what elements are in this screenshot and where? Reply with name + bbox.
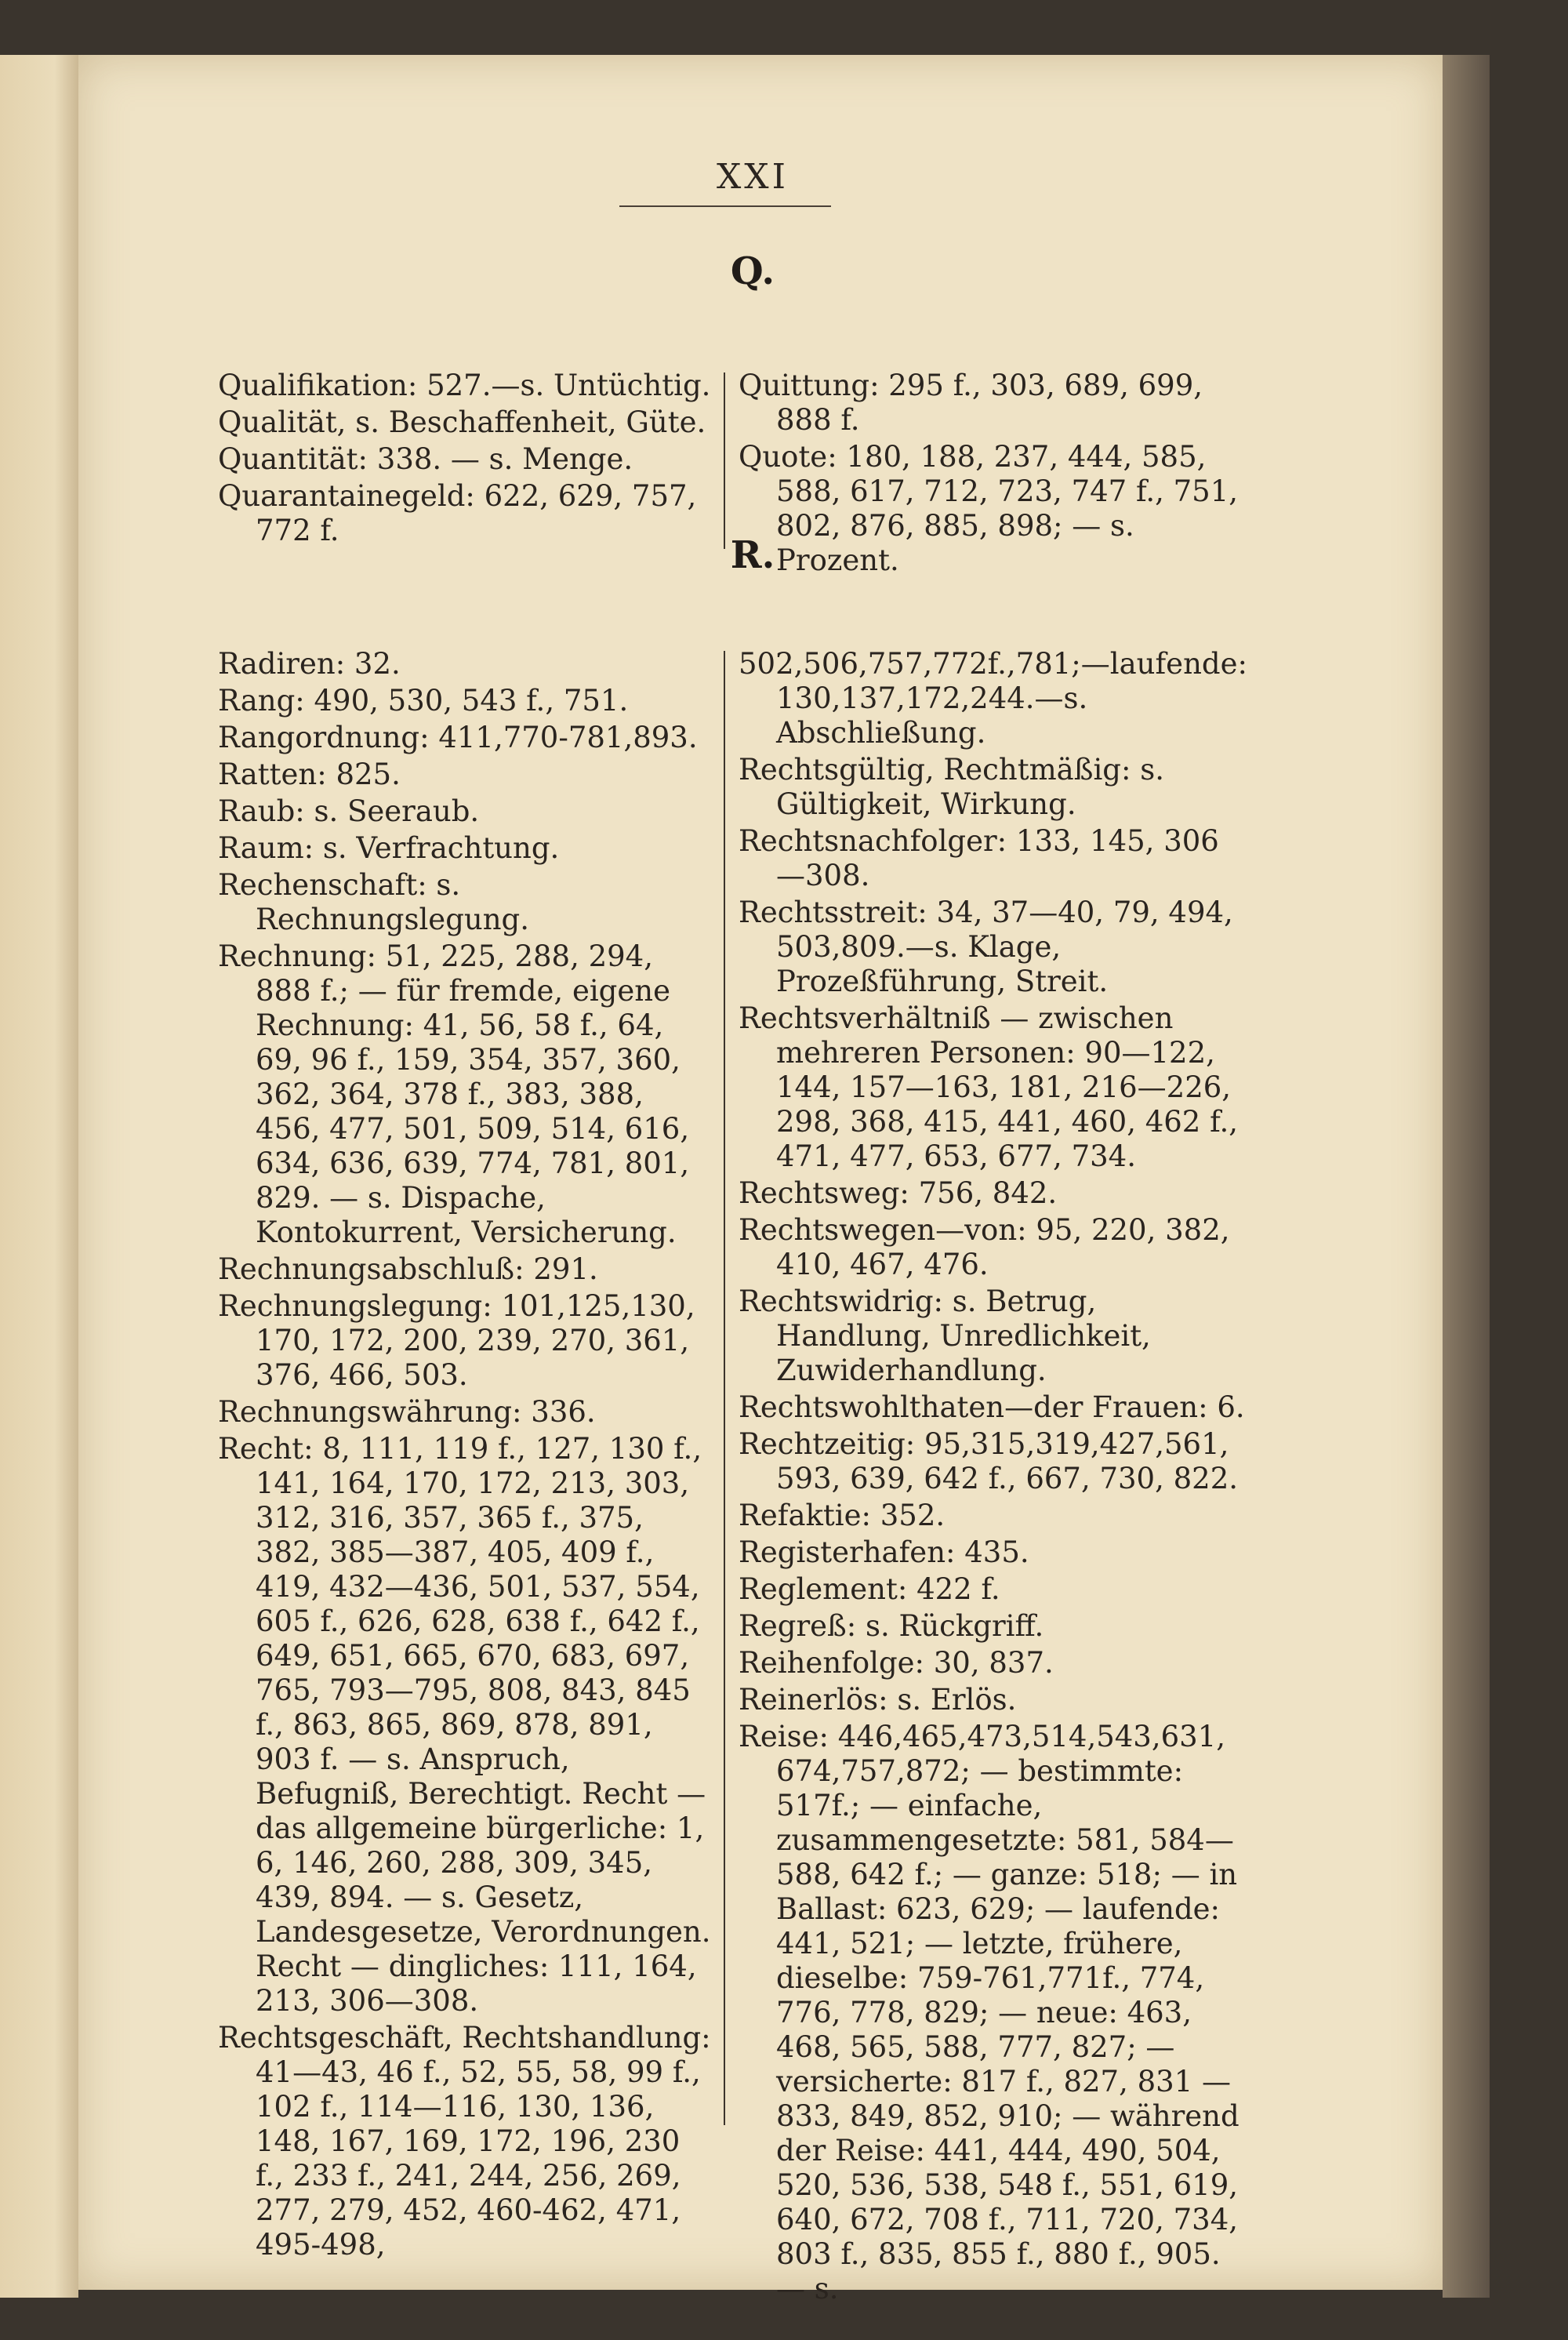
section-r-right-column [739, 647, 1248, 2309]
index-entry: Qualifikation: 527.—s. Untüchtig. [218, 369, 711, 402]
column-divider [724, 651, 725, 2125]
page-number: XXI [716, 157, 789, 197]
index-entry: Quarantainegeld: 622, 629, 757, 772 f. [218, 479, 697, 547]
index-entry: Radiren: 32. [218, 647, 401, 681]
index-entry: Rechtswidrig: s. Betrug, Handlung, Unredlichkeit, Zuwiderhandlung. [739, 1284, 1151, 1387]
header-rule [619, 205, 831, 207]
index-entry: Rechtsgeschäft, Rechtshandlung: 41—43, 46 f., 52, 55, 58, 99 f., 102 f., 114—116, 130, 136, 148, 167, 169, 172, 196, 230 f., 233 f., 241, 244, 256, 269, 277, 279, 452, 460-462, 471, 495-498, [218, 2021, 711, 2262]
index-entry: Refaktie: 352. [739, 1499, 946, 1532]
index-entry: Rechtswegen—von: 95, 220, 382, 410, 467, 476. [739, 1213, 1230, 1281]
index-entry: Regreß: s. Rückgriff. [739, 1609, 1044, 1643]
index-entry: Reglement: 422 f. [739, 1572, 1000, 1606]
index-entry: Rechtsstreit: 34, 37—40, 79, 494, 503,809.—s. Klage, Prozeßführung, Streit. [739, 896, 1233, 998]
index-entry: Raum: s. Verfrachtung. [218, 831, 560, 865]
section-letter-q: Q. [730, 249, 775, 293]
index-entry: Rechnung: 51, 225, 288, 294, 888 f.; — für fremde, eigene Rechnung: 41, 56, 58 f., 64, 69, 96 f., 159, 354, 357, 360, 362, 364, 378 f., 383, 388, 456, 477, 501, 509, 514, 616, 634, 636, 639, 774, 781, 801, 829. — s. Dispache, Kontokurrent, Versicherung. [218, 939, 690, 1249]
facing-page-edge [0, 55, 78, 2298]
index-entry: Rechtsweg: 756, 842. [739, 1176, 1058, 1210]
index-entry: Rangordnung: 411,770-781,893. [218, 721, 698, 754]
index-entry: Registerhafen: 435. [739, 1535, 1029, 1569]
index-entry: Quote: 180, 188, 237, 444, 585, 588, 617, 712, 723, 747 f., 751, 802, 876, 885, 898; — s. Prozent. [739, 440, 1239, 577]
index-entry: Reinerlös: s. Erlös. [739, 1683, 1017, 1717]
index-entry: Qualität, s. Beschaffenheit, Güte. [218, 405, 706, 439]
index-entry: Rechtswohlthaten—der Frauen: 6. [739, 1390, 1245, 1424]
index-page [78, 55, 1443, 2305]
column-divider [724, 372, 725, 549]
index-entry: 502,506,757,772f.,781;—laufende: 130,137,172,244.—s. Abschließung. [739, 647, 1247, 750]
index-entry: Rechnungswährung: 336. [218, 1395, 596, 1429]
book-cover-edge [1443, 55, 1490, 2298]
index-entry: Quantität: 338. — s. Menge. [218, 442, 633, 476]
index-entry: Rechtzeitig: 95,315,319,427,561, 593, 639, 642 f., 667, 730, 822. [739, 1427, 1239, 1495]
index-entry: Rang: 490, 530, 543 f., 751. [218, 684, 629, 718]
index-entry: Reihenfolge: 30, 837. [739, 1646, 1054, 1680]
index-entry: Rechnungsabschluß: 291. [218, 1252, 598, 1286]
section-r-left-column [218, 647, 712, 2265]
section-q-left-column [218, 369, 712, 550]
index-entry: Reise: 446,465,473,514,543,631, 674,757,872; — bestimmte: 517f.; — einfache, zusammengesetzte: 581, 584—588, 642 f.; — ganze: 518; — in Ballast: 623, 629; — laufende: 441, 521; — letzte, frühere, dieselbe: 759-761,771f., 774, 776, 778, 829; — neue: 463, 468, 565, 588, 777, 827; — versicherte: 817 f., 827, 831 —833, 849, 852, 910; — während der Reise: 441, 444, 490, 504, 520, 536, 538, 548 f., 551, 619, 640, 672, 708 f., 711, 720, 734, 803 f., 835, 855 f., 880 f., 905. — s. [739, 1720, 1240, 2305]
index-entry: Quittung: 295 f., 303, 689, 699, 888 f. [739, 369, 1203, 437]
section-letter-r: R. [730, 533, 775, 577]
index-entry: Rechenschaft: s. Rechnungslegung. [218, 868, 529, 936]
index-entry: Rechtsverhältniß — zwischen mehreren Personen: 90—122, 144, 157—163, 181, 216—226, 298, 368, 415, 441, 460, 462 f., 471, 477, 653, 677, 734. [739, 1001, 1239, 1173]
index-entry: Rechnungslegung: 101,125,130, 170, 172, 200, 239, 270, 361, 376, 466, 503. [218, 1289, 695, 1392]
index-entry: Recht: 8, 111, 119 f., 127, 130 f., 141, 164, 170, 172, 213, 303, 312, 316, 357, 365 f., 375, 382, 385—387, 405, 409 f., 419, 432—436, 501, 537, 554, 605 f., 626, 628, 638 f., 642 f., 649, 651, 665, 670, 683, 697, 765, 793—795, 808, 843, 845 f., 863, 865, 869, 878, 891, 903 f. — s. Anspruch, Befugniß, Berechtigt. Recht — das allgemeine bürgerliche: 1, 6, 146, 260, 288, 309, 345, 439, 894. — s. Gesetz, Landesgesetze, Verordnungen. Recht — dingliches: 111, 164, 213, 306—308. [218, 1432, 711, 2018]
index-entry: Rechtsgültig, Rechtmäßig: s. Gültigkeit, Wirkung. [739, 753, 1164, 821]
index-entry: Raub: s. Seeraub. [218, 794, 480, 828]
index-entry: Rechtsnachfolger: 133, 145, 306 —308. [739, 824, 1219, 892]
index-entry: Ratten: 825. [218, 758, 401, 791]
